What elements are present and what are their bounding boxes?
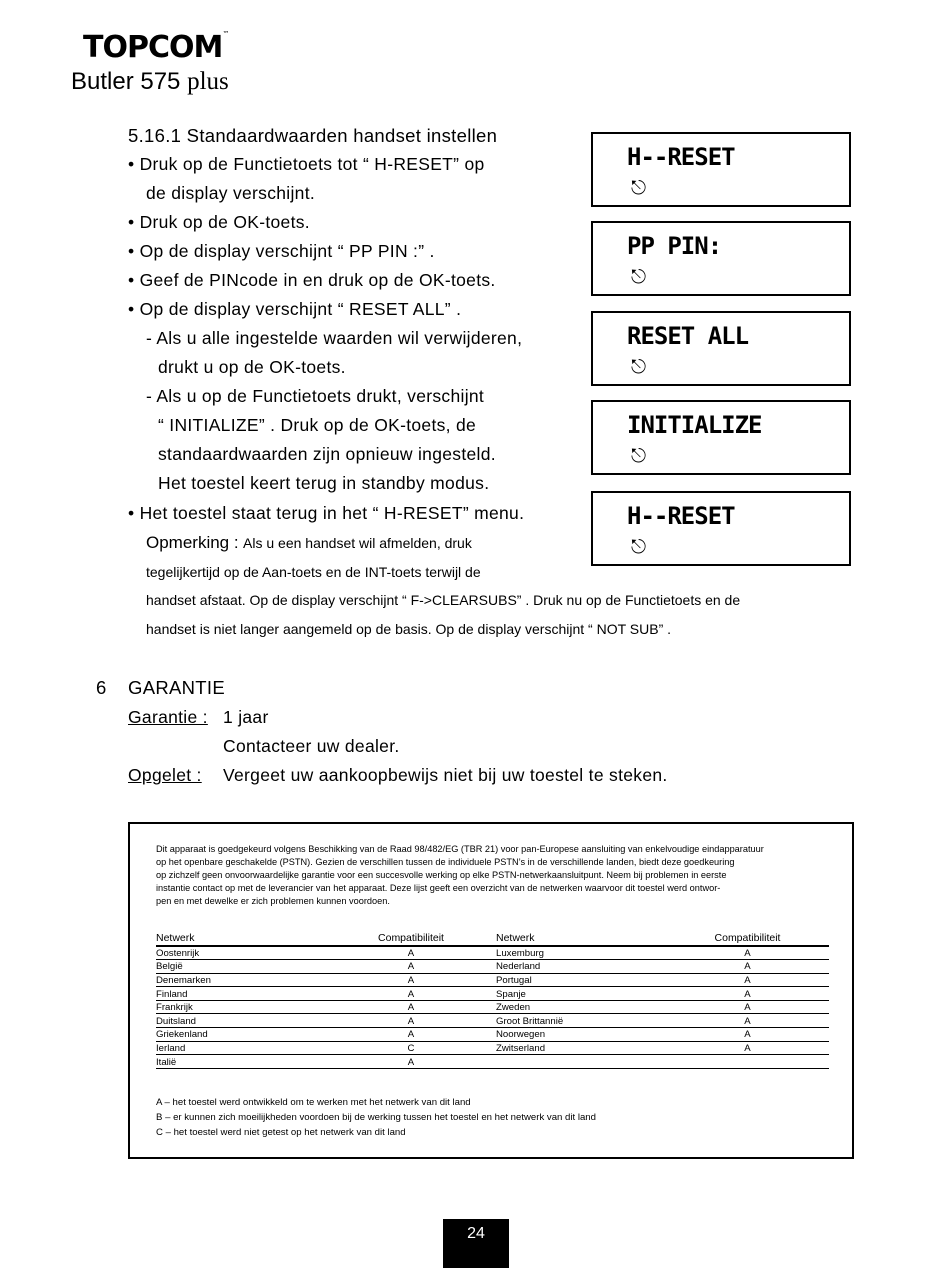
note-text: tegelijkertijd op de Aan-toets en de INT-toets terwijl de <box>146 564 481 580</box>
column-header: Compatibiliteit <box>326 932 496 946</box>
table-row <box>156 987 829 1001</box>
table-row <box>156 946 829 960</box>
handset-icon: ⎋ <box>631 177 647 199</box>
instruction-line: • Geef de PINcode in en druk op de OK-toets. <box>128 270 496 290</box>
instruction-line: • Op de display verschijnt “ PP PIN :” . <box>128 241 435 261</box>
table-row <box>156 1000 829 1014</box>
lcd-text: INITIALIZE <box>627 411 762 439</box>
handset-icon: ⎋ <box>631 356 647 378</box>
table-cell: Noorwegen <box>496 1028 666 1042</box>
table-cell: Italië <box>156 1055 326 1069</box>
table-cell: A <box>666 1000 829 1014</box>
lcd-display <box>591 491 851 566</box>
table-cell: A <box>666 1014 829 1028</box>
table-cell: Zwitserland <box>496 1041 666 1055</box>
table-header-row <box>156 932 829 946</box>
table-cell: A <box>326 1014 496 1028</box>
table-cell: A <box>666 960 829 974</box>
note-label: Opmerking : <box>146 533 239 552</box>
table-row <box>156 973 829 987</box>
model-title: Butler 575 plus <box>71 68 229 95</box>
table-cell <box>666 1055 829 1069</box>
table-cell: Duitsland <box>156 1014 326 1028</box>
lcd-display <box>591 132 851 207</box>
table-cell <box>496 1055 666 1069</box>
table-cell: A <box>326 987 496 1001</box>
note-text: Als u een handset wil afmelden, druk <box>243 535 472 551</box>
table-row <box>156 1055 829 1069</box>
table-cell: A <box>326 1055 496 1069</box>
instruction-line: • Druk op de OK-toets. <box>128 212 310 232</box>
column-header: Netwerk <box>496 932 666 946</box>
instruction-line: • Druk op de Functietoets tot “ H-RESET” op <box>128 154 485 174</box>
table-cell: Groot Brittannië <box>496 1014 666 1028</box>
table-row <box>156 1014 829 1028</box>
table-cell: Zweden <box>496 1000 666 1014</box>
table-cell: Portugal <box>496 973 666 987</box>
opgelet-label: Opgelet : <box>128 765 202 785</box>
table-cell: Ierland <box>156 1041 326 1055</box>
table-cell: Nederland <box>496 960 666 974</box>
instruction-line: • Het toestel staat terug in het “ H-RESET” menu. <box>128 503 525 523</box>
lcd-display <box>591 311 851 386</box>
table-cell: C <box>326 1041 496 1055</box>
table-cell: A <box>326 973 496 987</box>
table-cell: A <box>326 1000 496 1014</box>
lcd-text: H--RESET <box>627 143 735 171</box>
compatibility-table <box>156 932 829 1069</box>
table-cell: A <box>666 987 829 1001</box>
column-header: Netwerk <box>156 932 326 946</box>
lcd-display <box>591 400 851 475</box>
lcd-text: H--RESET <box>627 502 735 530</box>
table-cell: Spanje <box>496 987 666 1001</box>
handset-icon: ⎋ <box>631 536 647 558</box>
table-cell: A <box>666 1041 829 1055</box>
handset-icon: ⎋ <box>631 266 647 288</box>
garantie-label: Garantie : <box>128 707 208 727</box>
contact-text: Contacteer uw dealer. <box>223 736 400 756</box>
instruction-line: - Als u op de Functietoets drukt, verschijnt <box>146 386 485 406</box>
column-header: Compatibiliteit <box>666 932 829 946</box>
table-cell: A <box>326 960 496 974</box>
instruction-line: drukt u op de OK-toets. <box>158 357 346 377</box>
compatibility-legend: A – het toestel werd ontwikkeld om te werken met het netwerk van dit land B – er kunnen zich moeilijkheden voordoen bij de werking tussen het toestel en het netwerk van dit land C – het toestel werd niet getest op het netwerk van dit land <box>156 1097 596 1138</box>
instruction-line: “ INITIALIZE” . Druk op de OK-toets, de <box>158 415 477 435</box>
instruction-line: de display verschijnt. <box>146 183 316 203</box>
table-cell: Luxemburg <box>496 946 666 960</box>
lcd-display <box>591 221 851 296</box>
table-cell: A <box>326 1028 496 1042</box>
note-text: handset is niet langer aangemeld op de basis. Op de display verschijnt “ NOT SUB” . <box>146 621 672 637</box>
table-cell: A <box>326 946 496 960</box>
table-cell: Griekenland <box>156 1028 326 1042</box>
table-cell: A <box>666 946 829 960</box>
instruction-line: • Op de display verschijnt “ RESET ALL” . <box>128 299 462 319</box>
table-cell: Denemarken <box>156 973 326 987</box>
table-row <box>156 960 829 974</box>
section-title: 5.16.1 Standaardwaarden handset instellen <box>128 125 498 146</box>
table-cell: België <box>156 960 326 974</box>
table-cell: Finland <box>156 987 326 1001</box>
compatibility-box <box>128 822 854 1159</box>
table-cell: A <box>666 1028 829 1042</box>
section-title: GARANTIE <box>128 677 225 698</box>
table-cell: Oostenrijk <box>156 946 326 960</box>
note <box>146 533 472 553</box>
compatibility-paragraph: Dit apparaat is goedgekeurd volgens Beschikking van de Raad 98/482/EG (TBR 21) voor pan-Europese aansluiting van enkelvoudige eindapparatuur op het openbare geschakelde (PSTN). Gezien de verschillen tussen de individuele PSTN’s in de verschillende landen, biedt deze goedkeuring op zichzelf geen onvoorwaardelijke garantie voor een succesvolle werking op elke PSTN-netwerkaansluitpunt. Neem bij problemen in eerste instantie contact op met de leverancier van het apparaat. Deze lijst geeft een overzicht van de netwerken waarvoor dit toestel werd ontwor- pen en met dewelke er zich problemen kunnen voordoen. <box>156 844 764 906</box>
instruction-line: - Als u alle ingestelde waarden wil verwijderen, <box>146 328 523 348</box>
lcd-text: PP PIN: <box>627 232 722 260</box>
table-row <box>156 1028 829 1042</box>
table-row <box>156 1041 829 1055</box>
page-number: 24 <box>443 1219 509 1268</box>
note-text: handset afstaat. Op de display verschijnt “ F->CLEARSUBS” . Druk nu op de Functietoets en de <box>146 592 741 608</box>
table-cell: A <box>666 973 829 987</box>
table-cell: Frankrijk <box>156 1000 326 1014</box>
brand-logo: TOPCOM™ <box>83 30 230 65</box>
lcd-text: RESET ALL <box>627 322 749 350</box>
garantie-value: 1 jaar <box>223 707 269 727</box>
section-number: 6 <box>96 677 107 698</box>
instruction-line: Het toestel keert terug in standby modus. <box>158 473 490 493</box>
handset-icon: ⎋ <box>631 445 647 467</box>
opgelet-value: Vergeet uw aankoopbewijs niet bij uw toestel te steken. <box>223 765 668 785</box>
instruction-line: standaardwaarden zijn opnieuw ingesteld. <box>158 444 496 464</box>
